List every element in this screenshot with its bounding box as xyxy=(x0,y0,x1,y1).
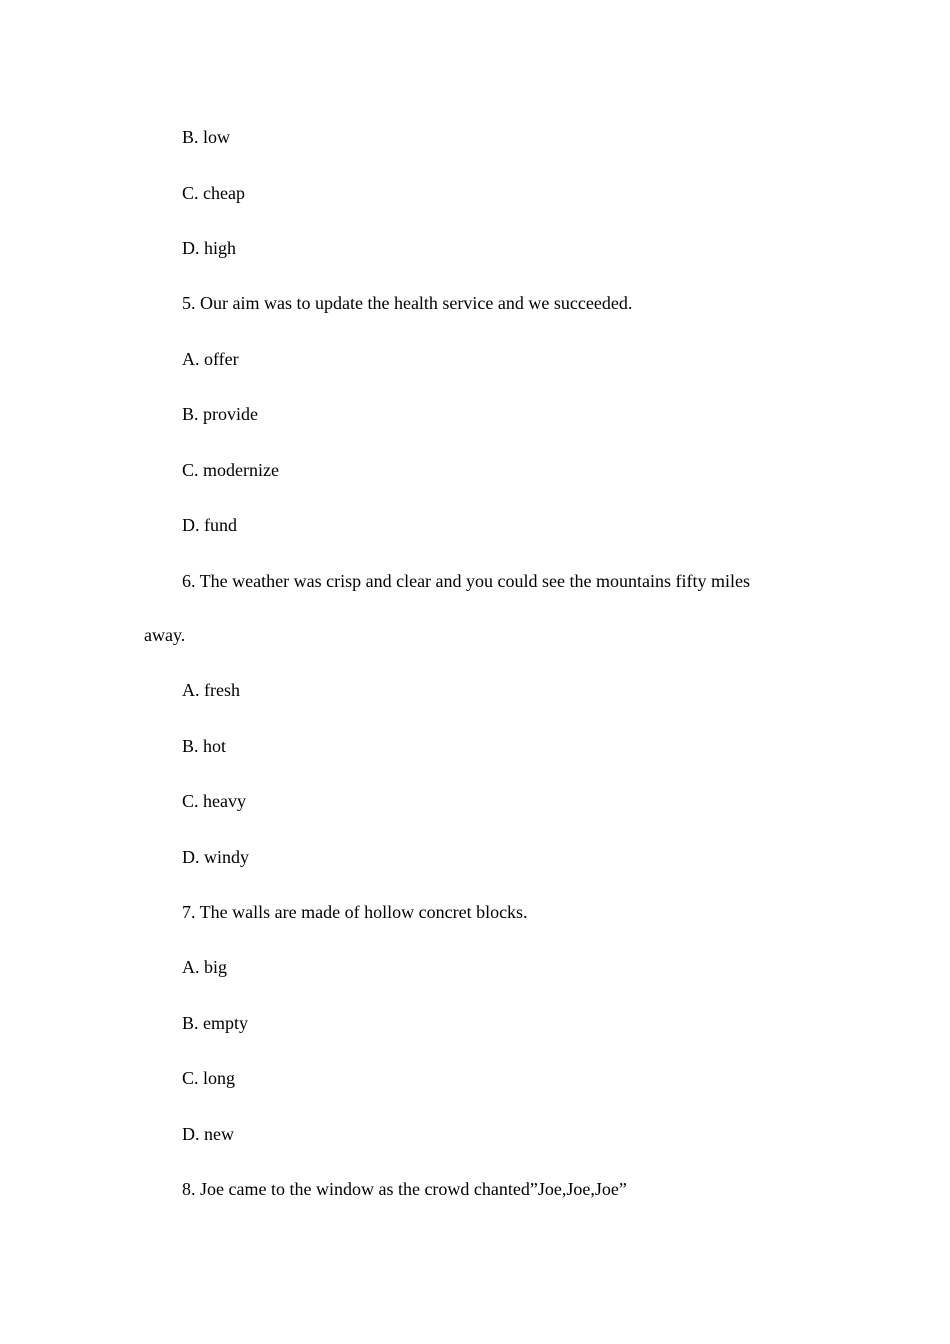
q6-option-d: D. windy xyxy=(182,847,249,867)
q7-option-d: D. new xyxy=(182,1124,234,1144)
q5-stem: 5. Our aim was to update the health service and we succeeded. xyxy=(182,293,633,313)
q5-option-c: C. modernize xyxy=(182,460,279,480)
q5-option-d: D. fund xyxy=(182,515,237,535)
q6-option-a: A. fresh xyxy=(182,680,240,700)
q4-option-c: C. cheap xyxy=(182,183,245,203)
q6-option-c: C. heavy xyxy=(182,791,246,811)
q6-stem-line1: 6. The weather was crisp and clear and you could see the mountains fifty miles xyxy=(182,571,750,591)
q4-option-d: D. high xyxy=(182,238,236,258)
q6-stem-line2: away. xyxy=(144,625,186,645)
q7-option-a: A. big xyxy=(182,957,227,977)
q7-option-c: C. long xyxy=(182,1068,236,1088)
q7-option-b: B. empty xyxy=(182,1013,248,1033)
q8-stem: 8. Joe came to the window as the crowd chanted”Joe,Joe,Joe” xyxy=(182,1179,627,1199)
q6-option-b: B. hot xyxy=(182,736,227,756)
q5-option-b: B. provide xyxy=(182,404,258,424)
q7-stem: 7. The walls are made of hollow concret blocks. xyxy=(182,902,528,922)
q4-option-b: B. low xyxy=(182,127,231,147)
q5-option-a: A. offer xyxy=(182,349,239,369)
